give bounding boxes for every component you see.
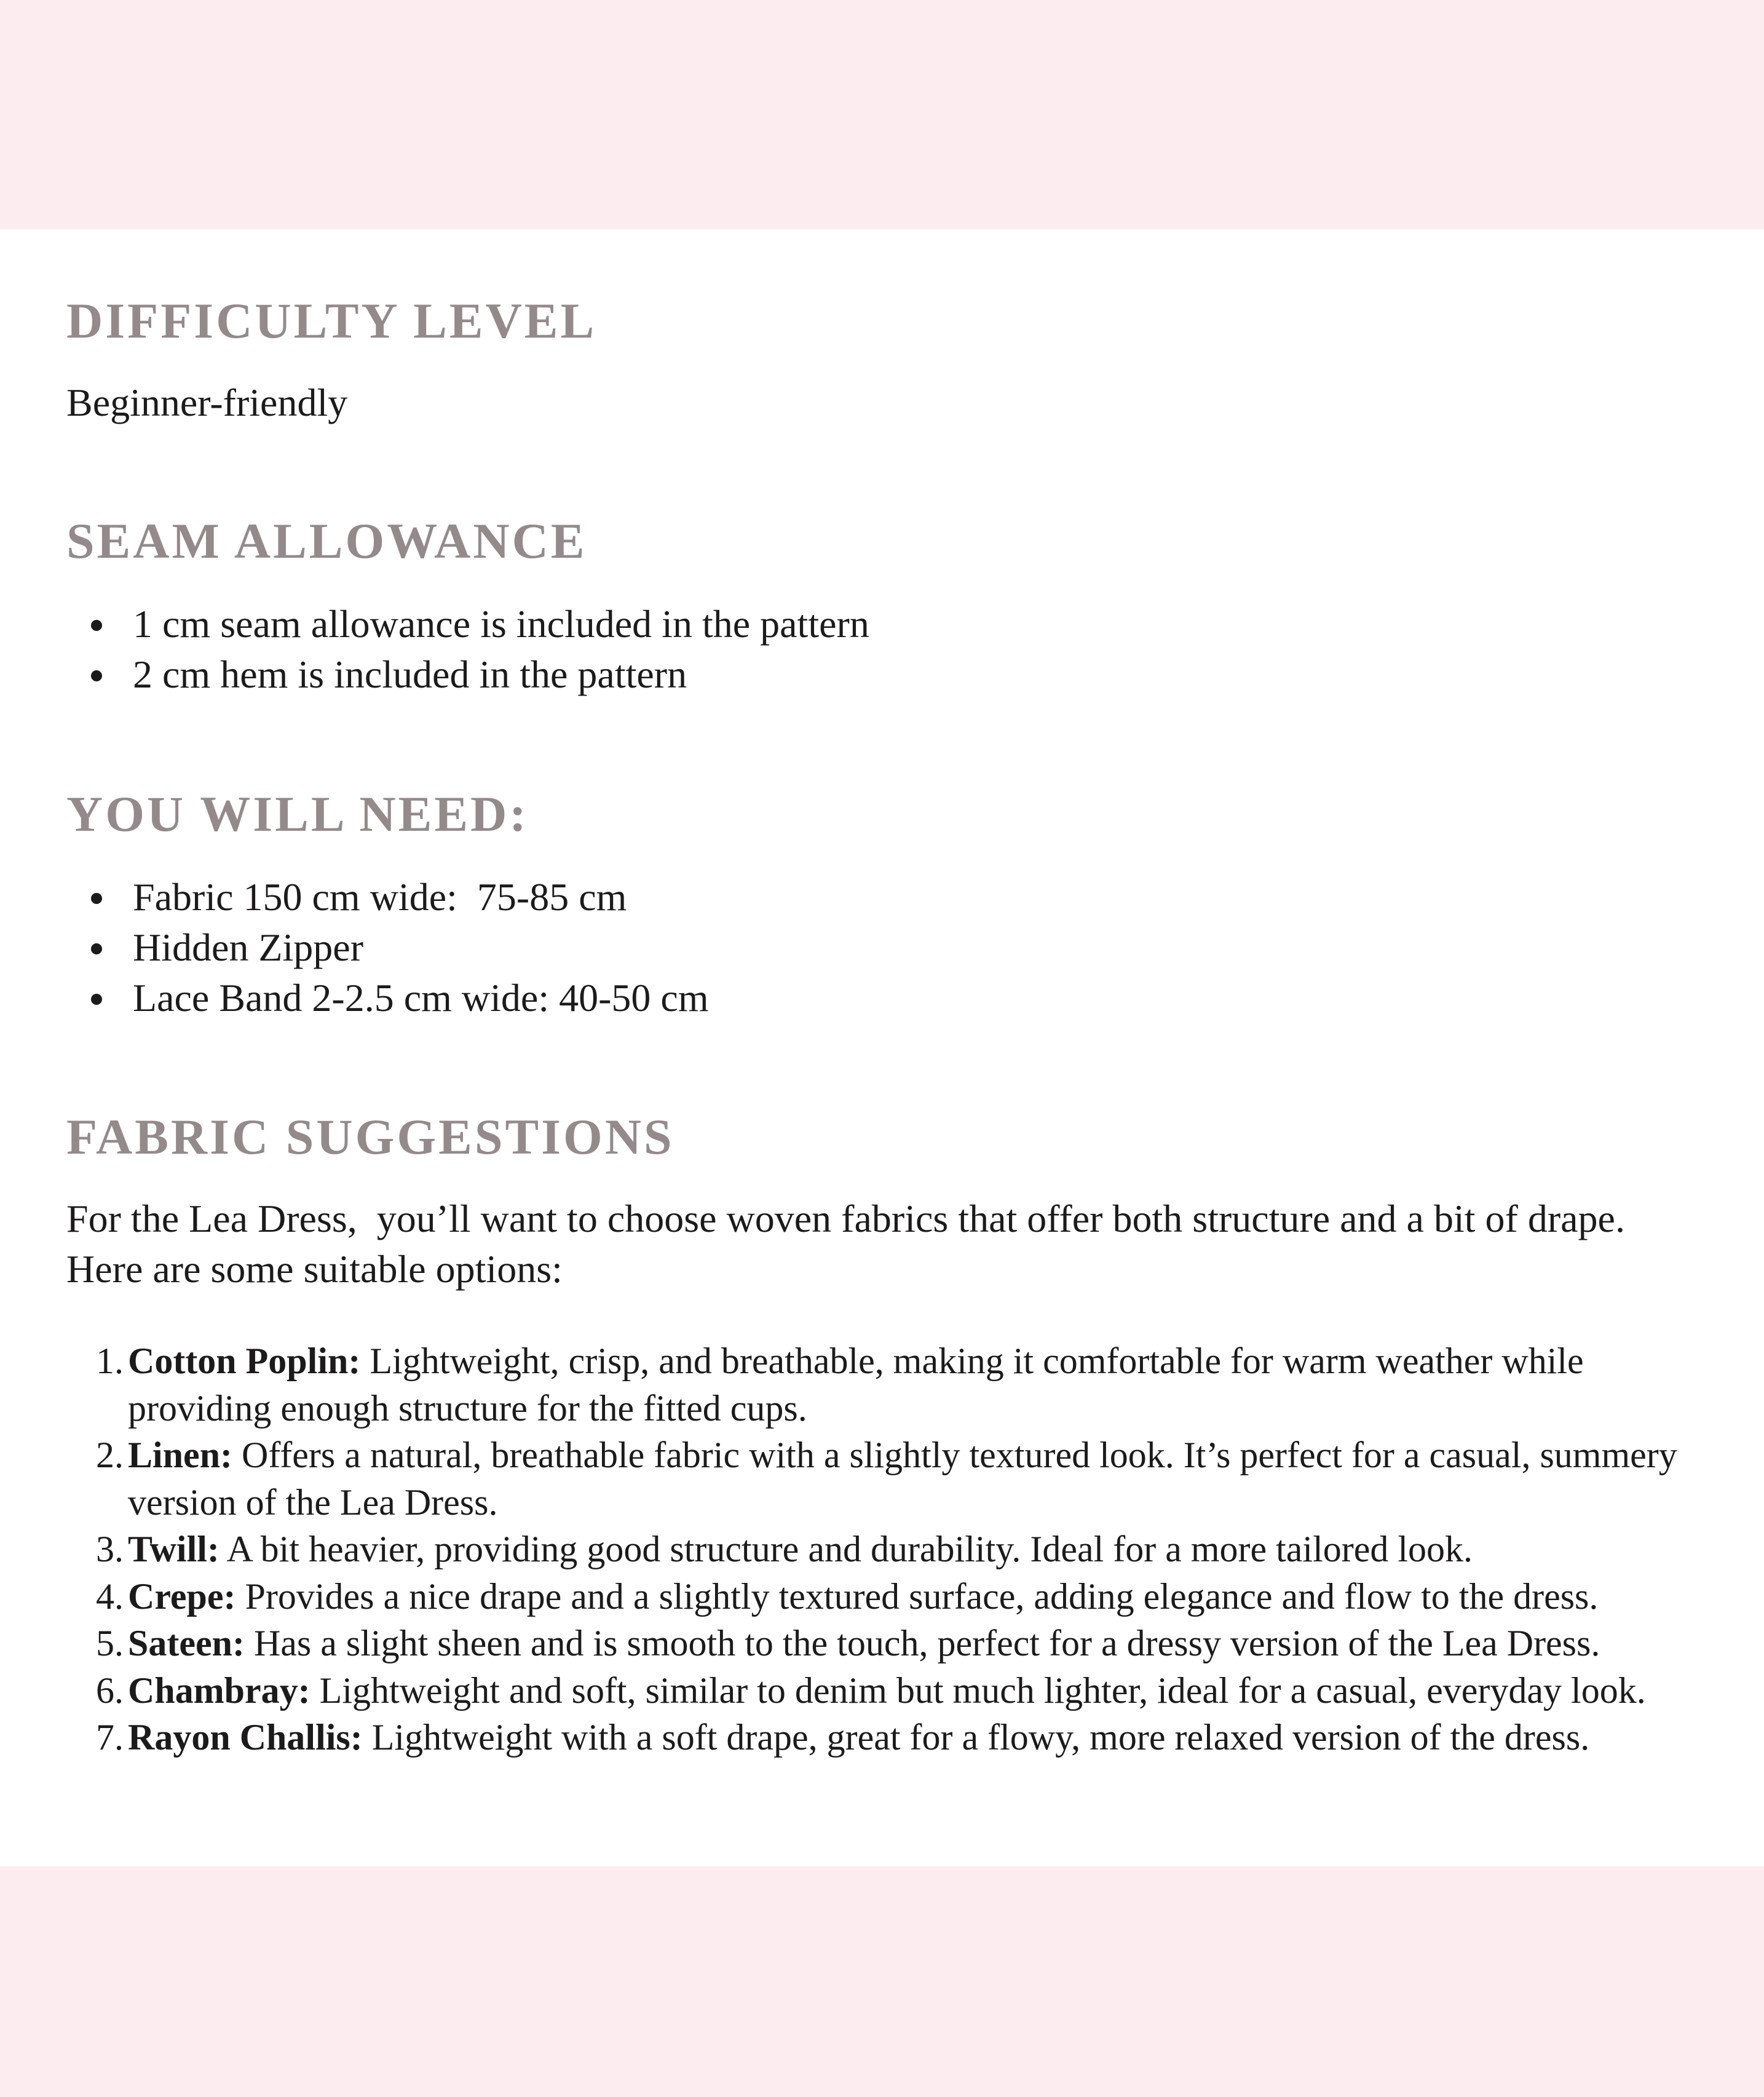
bullet-icon <box>91 994 102 1005</box>
top-band <box>0 0 1764 229</box>
list-item: 2 cm hem is included in the pattern <box>66 649 869 700</box>
list-item: 6. Chambray: Lightweight and soft, similar to denim but much lighter, ideal for a casual, everyday look. <box>96 1670 1646 1711</box>
list-item: Hidden Zipper <box>66 922 709 973</box>
difficulty-heading: DIFFICULTY LEVEL <box>66 293 597 349</box>
fabric-suggestions-list <box>66 1338 1714 1761</box>
bullet-icon <box>91 943 102 954</box>
you-will-need-list <box>66 872 709 1023</box>
fabric-suggestions-intro: For the Lea Dress, you’ll want to choose woven fabrics that offer both structure and a bit of drape. Here are some suitable options: <box>66 1197 1635 1291</box>
bullet-icon <box>91 670 102 681</box>
bullet-icon <box>91 893 102 904</box>
difficulty-value: Beginner-friendly <box>66 381 348 424</box>
seam-allowance-heading: SEAM ALLOWANCE <box>66 513 587 569</box>
seam-allowance-list <box>66 599 869 700</box>
list-item: Lace Band 2-2.5 cm wide: 40-50 cm <box>66 973 709 1023</box>
bullet-icon <box>91 620 102 631</box>
list-item: Fabric 150 cm wide: 75-85 cm <box>66 872 709 922</box>
bottom-band <box>0 1866 1764 2097</box>
list-item: 4. Crepe: Provides a nice drape and a slightly textured surface, adding elegance and flow to the dress. <box>96 1576 1599 1617</box>
list-item: 7. Rayon Challis: Lightweight with a soft drape, great for a flowy, more relaxed version of the dress. <box>96 1717 1590 1758</box>
fabric-suggestions-heading: FABRIC SUGGESTIONS <box>66 1109 674 1165</box>
list-item: 1 cm seam allowance is included in the pattern <box>66 599 869 649</box>
list-item: 5. Sateen: Has a slight sheen and is smooth to the touch, perfect for a dressy version of the Lea Dress. <box>96 1623 1600 1663</box>
list-item: 3. Twill: A bit heavier, providing good structure and durability. Ideal for a more tailored look. <box>96 1529 1473 1569</box>
list-item: 1. Cotton Poplin: Lightweight, crisp, and breathable, making it comfortable for warm weather while providing enough structure for the fitted cups. <box>96 1341 1584 1429</box>
you-will-need-heading: YOU WILL NEED: <box>66 786 529 842</box>
content-panel <box>0 229 1764 1866</box>
list-item: 2. Linen: Offers a natural, breathable fabric with a slightly textured look. It’s perfect for a casual, summery version of the Lea Dress. <box>96 1435 1677 1523</box>
